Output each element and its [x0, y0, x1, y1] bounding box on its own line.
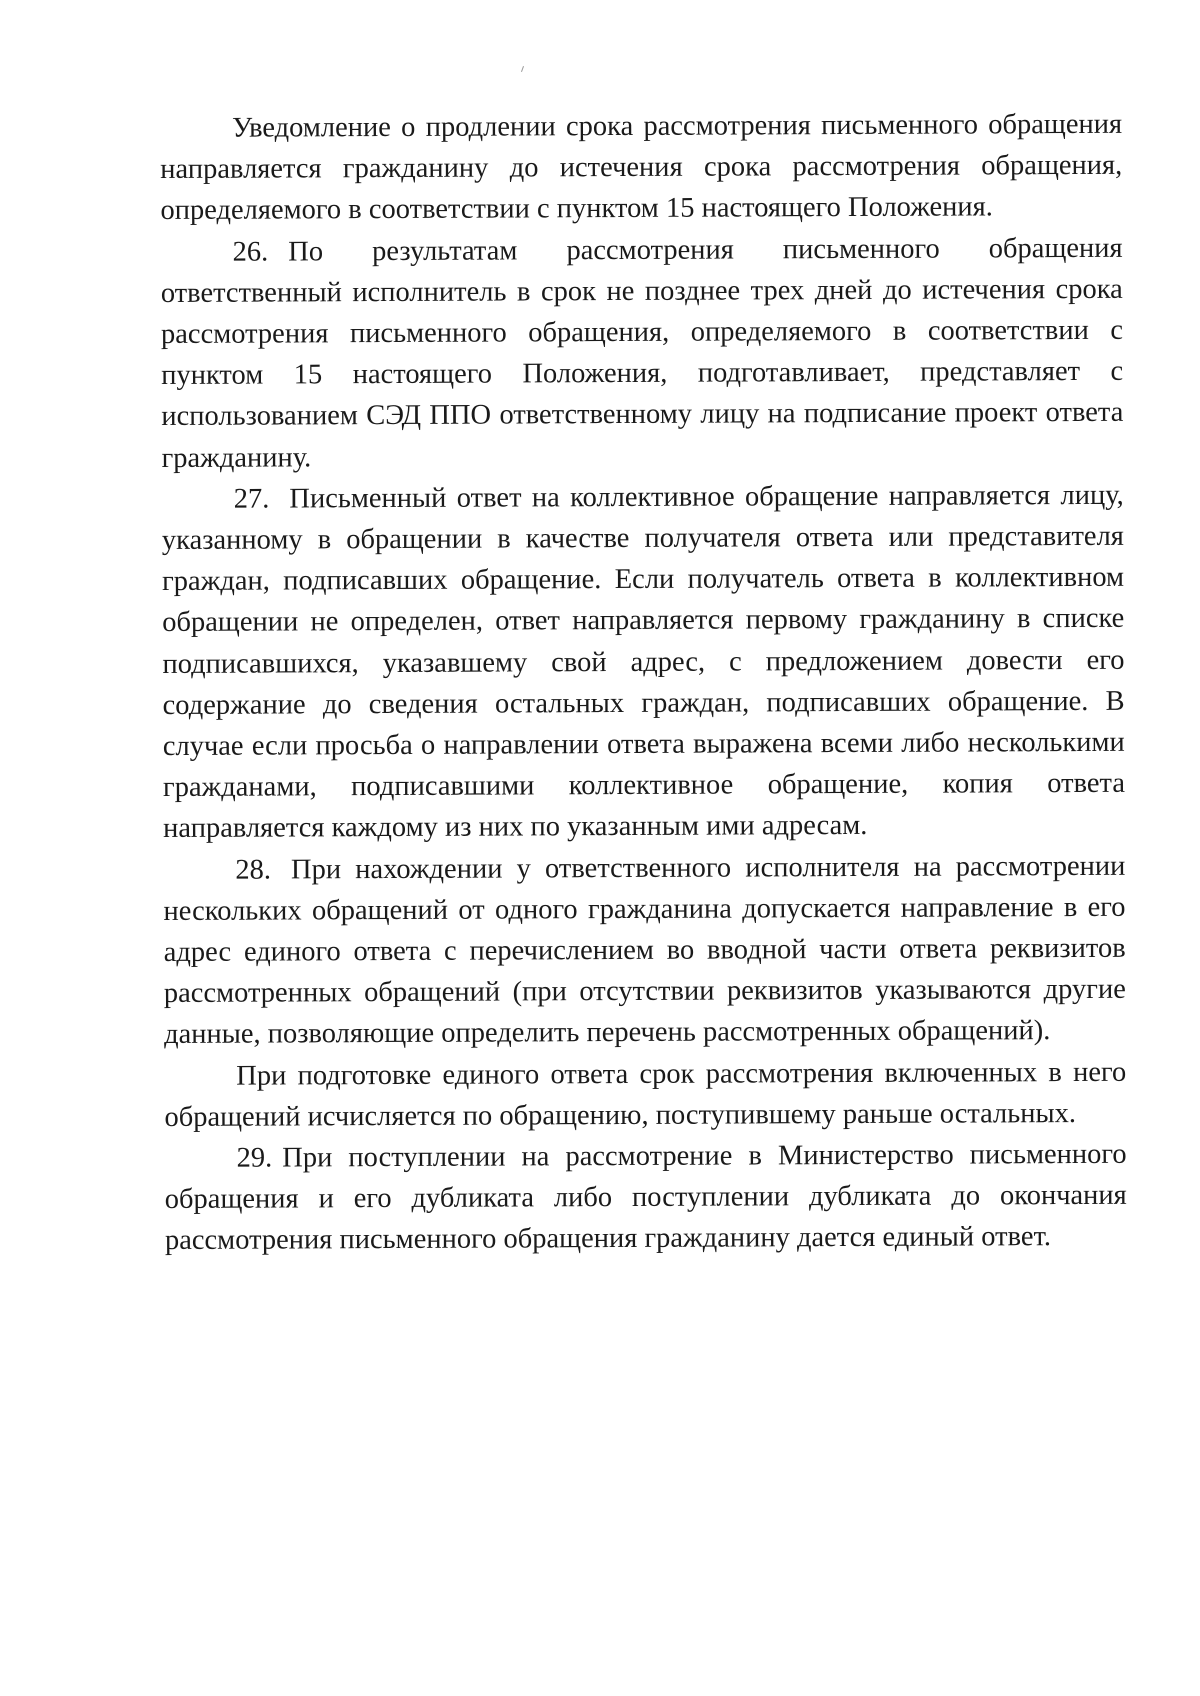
paragraph-number: 27.	[233, 483, 270, 515]
paragraph-text: При поступлении на рассмотрение в Министерство письменного обращения и его дубликата либо поступлении дубликата до окончания рассмотрения письменного обращения гражданину дается единый ответ.	[164, 1138, 1127, 1257]
paragraph-29	[164, 1134, 1127, 1262]
document-body	[160, 104, 1127, 1262]
paragraph-notice-extension	[160, 104, 1123, 232]
paragraph-text: При нахождении у ответственного исполнителя на рассмотрении нескольких обращений от одного гражданина допускается направление в его адрес единого ответа с перечислением во вводной части ответа реквизитов рассмотренных обращений (при отсутствии реквизитов указываются другие данные, позволяющие определить перечень рассмотренных обращений).	[163, 850, 1126, 1051]
paragraph-text: По результатам рассмотрения письменного обращения ответственный исполнитель в срок не позднее трех дней до истечения срока рассмотрения письменного обращения, определяемого в соответствии с пунктом 15 настоящего Положения, подготавливает, представляет с использованием СЭД ППО ответственному лицу на подписание проект ответа гражданину.	[160, 232, 1124, 474]
paragraph-number: 26.	[232, 236, 269, 268]
scan-speck	[521, 66, 524, 72]
paragraph-28	[163, 845, 1126, 1055]
paragraph-number: 28.	[235, 854, 272, 886]
paragraph-text: Письменный ответ на коллективное обращение направляется лицу, указанному в обращении в качестве получателя ответа или представителя граждан, подписавших обращение. Если получатель ответа в коллективном обращении не определен, ответ направляется первому гражданину в списке подписавшихся, указавшему свой адрес, с предложением довести его содержание до сведения остальных граждан, подписавших обращение. В случае если просьба о направлении ответа выражена всеми либо несколькими гражданами, подписавшими коллективное обращение, копия ответа направляется каждому из них по указанным ими адресам.	[161, 479, 1126, 845]
paragraph-26	[161, 227, 1124, 478]
paragraph-text: Уведомление о продлении срока рассмотрения письменного обращения направляется гражданину до истечения срока рассмотрения обращения, определяемого в соответствии с пунктом 15 настоящего Положения.	[160, 108, 1123, 227]
paragraph-number: 29.	[236, 1142, 273, 1174]
paragraph-text: При подготовке единого ответа срок рассмотрения включенных в него обращений исчисляется по обращению, поступившему раньше остальных.	[164, 1056, 1127, 1133]
paragraph-27	[162, 475, 1126, 850]
paragraph-single-answer	[164, 1051, 1126, 1138]
